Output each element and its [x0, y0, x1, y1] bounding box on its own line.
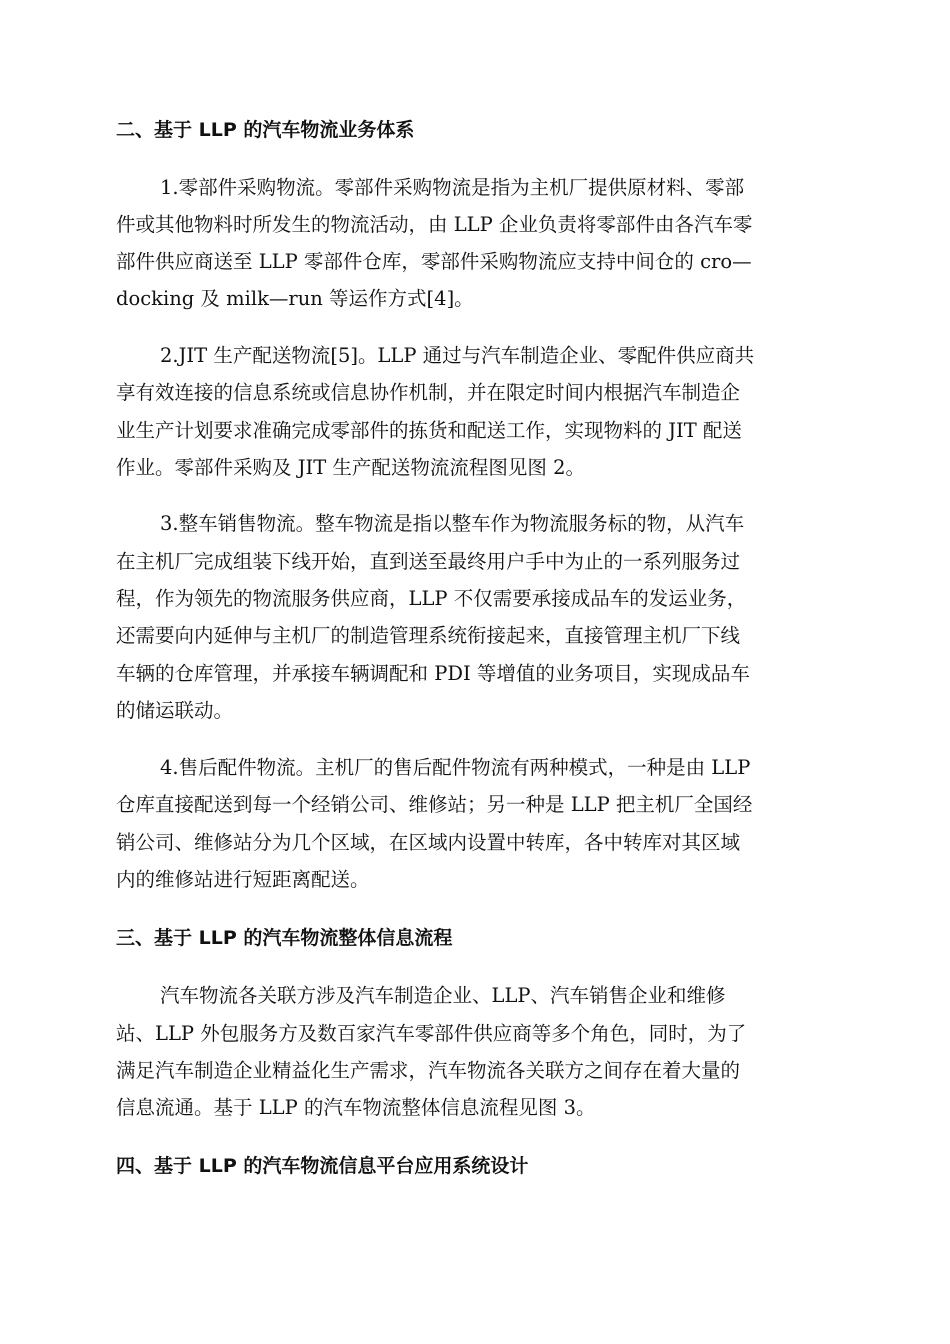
paragraph-3-line-2: 在主机厂完成组装下线开始，直到送至最终用户手中为止的一系列服务过 [116, 550, 741, 573]
paragraph-1-line-2: 件或其他物料时所发生的物流活动，由 LLP 企业负责将零部件由各汽车零 [116, 213, 753, 236]
paragraph-1-line-1: 1.零部件采购物流。零部件采购物流是指为主机厂提供原材料、零部 [160, 176, 745, 199]
paragraph-3-line-5: 车辆的仓库管理，并承接车辆调配和 PDI 等增值的业务项目，实现成品车 [116, 662, 750, 685]
paragraph-3-line-3: 程，作为领先的物流服务供应商，LLP 不仅需要承接成品车的发运业务， [116, 587, 747, 610]
section-heading-2: 二、基于 LLP 的汽车物流业务体系 [116, 119, 415, 141]
paragraph-2-line-3: 业生产计划要求准确完成零部件的拣货和配送工作，实现物料的 JIT 配送 [116, 419, 742, 442]
paragraph-4-line-2: 仓库直接配送到每一个经销公司、维修站；另一种是 LLP 把主机厂全国经 [116, 793, 753, 816]
paragraph-5-line-2: 站、LLP 外包服务方及数百家汽车零部件供应商等多个角色，同时，为了 [116, 1022, 747, 1045]
paragraph-4-line-4: 内的维修站进行短距离配送。 [116, 868, 370, 891]
paragraph-2-line-2: 享有效连接的信息系统或信息协作机制，并在限定时间内根据汽车制造企 [116, 381, 741, 404]
paragraph-5-line-1: 汽车物流各关联方涉及汽车制造企业、LLP、汽车销售企业和维修 [160, 984, 726, 1007]
section-heading-4: 四、基于 LLP 的汽车物流信息平台应用系统设计 [116, 1155, 529, 1177]
paragraph-5-line-3: 满足汽车制造企业精益化生产需求，汽车物流各关联方之间存在着大量的 [116, 1059, 741, 1082]
paragraph-3-line-4: 还需要向内延伸与主机厂的制造管理系统衔接起来，直接管理主机厂下线 [116, 624, 741, 647]
paragraph-3-line-6: 的储运联动。 [116, 699, 234, 722]
paragraph-1-line-4: docking 及 milk—run 等运作方式[4]。 [116, 287, 474, 310]
paragraph-2-line-4: 作业。零部件采购及 JIT 生产配送物流流程图见图 2。 [116, 456, 586, 479]
section-heading-3: 三、基于 LLP 的汽车物流整体信息流程 [116, 927, 453, 949]
paragraph-4-line-3: 销公司、维修站分为几个区域，在区域内设置中转库，各中转库对其区域 [116, 831, 741, 854]
paragraph-2-line-1: 2.JIT 生产配送物流[5]。LLP 通过与汽车制造企业、零配件供应商共 [160, 344, 755, 367]
paragraph-4-line-1: 4.售后配件物流。主机厂的售后配件物流有两种模式，一种是由 LLP [160, 756, 751, 779]
paragraph-1-line-3: 部件供应商送至 LLP 零部件仓库，零部件采购物流应支持中间仓的 cro— [116, 250, 752, 273]
paragraph-3-line-1: 3.整车销售物流。整车物流是指以整车作为物流服务标的物，从汽车 [160, 512, 745, 535]
paragraph-5-line-4: 信息流通。基于 LLP 的汽车物流整体信息流程见图 3。 [116, 1096, 596, 1119]
